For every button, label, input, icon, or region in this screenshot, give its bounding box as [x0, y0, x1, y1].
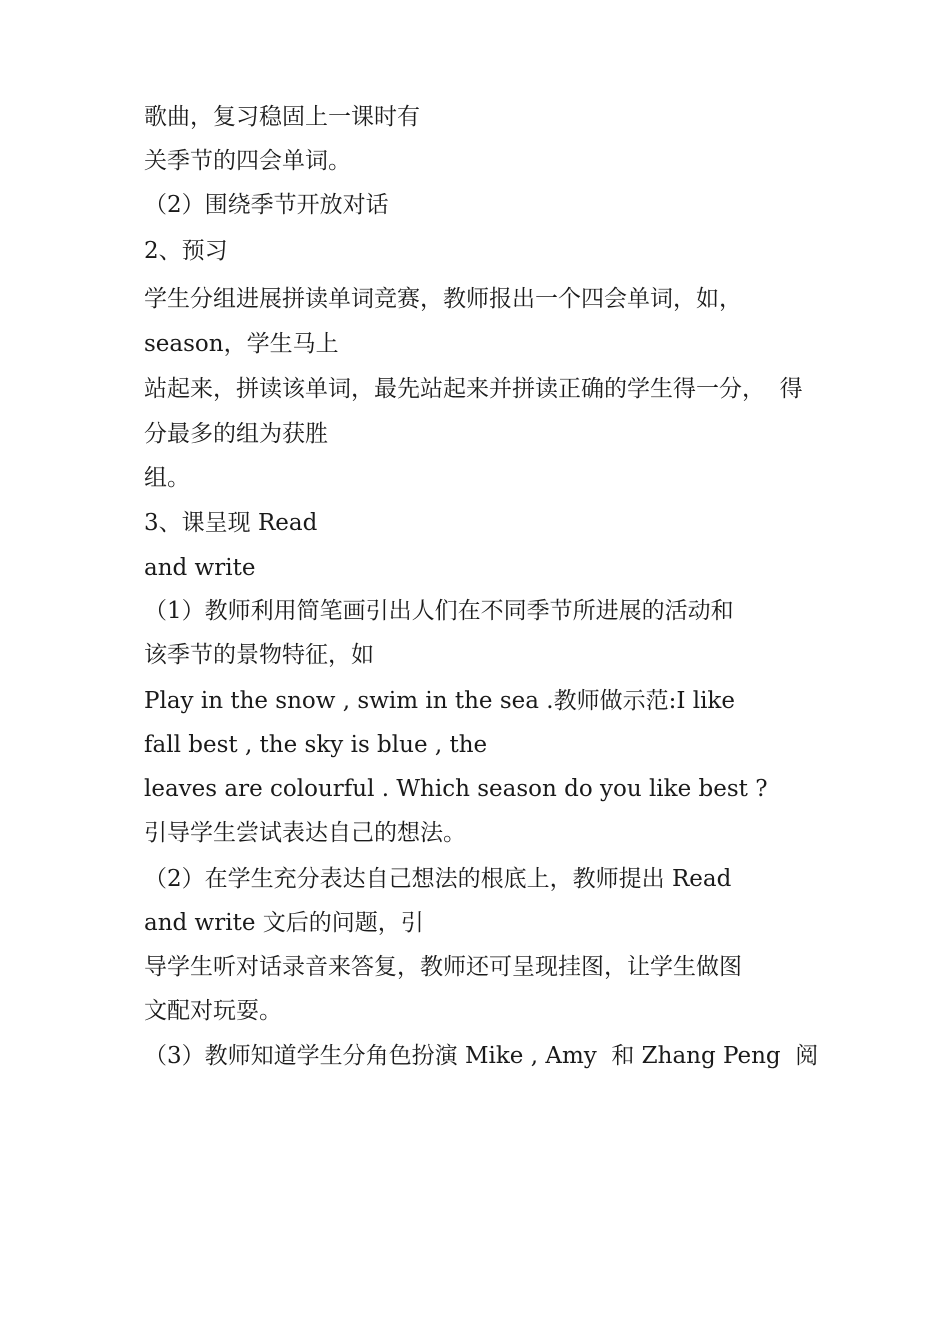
- text-line-1: 歌曲，复习稳固上一课时有: [144, 104, 420, 130]
- text-line-22: （3）教师知道学生分角色扮演 Mike , Amy 和 Zhang Peng 阅: [144, 1043, 819, 1069]
- text-line-10: 3、课呈现 Read: [144, 510, 318, 536]
- text-line-4: 2、预习: [144, 238, 228, 264]
- text-line-21: 文配对玩耍。: [144, 998, 282, 1024]
- text-line-15: fall best , the sky is blue , the: [144, 732, 488, 758]
- text-line-8: 分最多的组为获胜: [144, 421, 328, 447]
- text-line-19: and write 文后的问题，引: [144, 910, 424, 936]
- text-line-11: and write: [144, 555, 256, 581]
- text-line-20: 导学生听对话录音来答复，教师还可呈现挂图，让学生做图: [144, 954, 742, 980]
- text-line-18: （2）在学生充分表达自己想法的根底上，教师提出 Read: [144, 866, 732, 892]
- text-line-12: （1）教师利用简笔画引出人们在不同季节所进展的活动和: [144, 598, 734, 624]
- text-line-7: 站起来，拼读该单词，最先站起来并拼读正确的学生得一分， 得: [144, 376, 803, 402]
- text-line-13: 该季节的景物特征，如: [144, 642, 374, 668]
- text-line-2: 关季节的四会单词。: [144, 148, 351, 174]
- text-line-5: 学生分组进展拼读单词竞赛，教师报出一个四会单词，如，: [144, 286, 742, 312]
- text-line-16: leaves are colourful . Which season do you like best ?: [144, 776, 768, 802]
- text-line-3: （2）围绕季节开放对话: [144, 192, 389, 218]
- text-line-14: Play in the snow , swim in the sea .教师做示范:I like: [144, 688, 735, 714]
- text-line-6: season，学生马上: [144, 331, 339, 357]
- text-line-17: 引导学生尝试表达自己的想法。: [144, 820, 466, 846]
- text-line-9: 组。: [144, 465, 190, 491]
